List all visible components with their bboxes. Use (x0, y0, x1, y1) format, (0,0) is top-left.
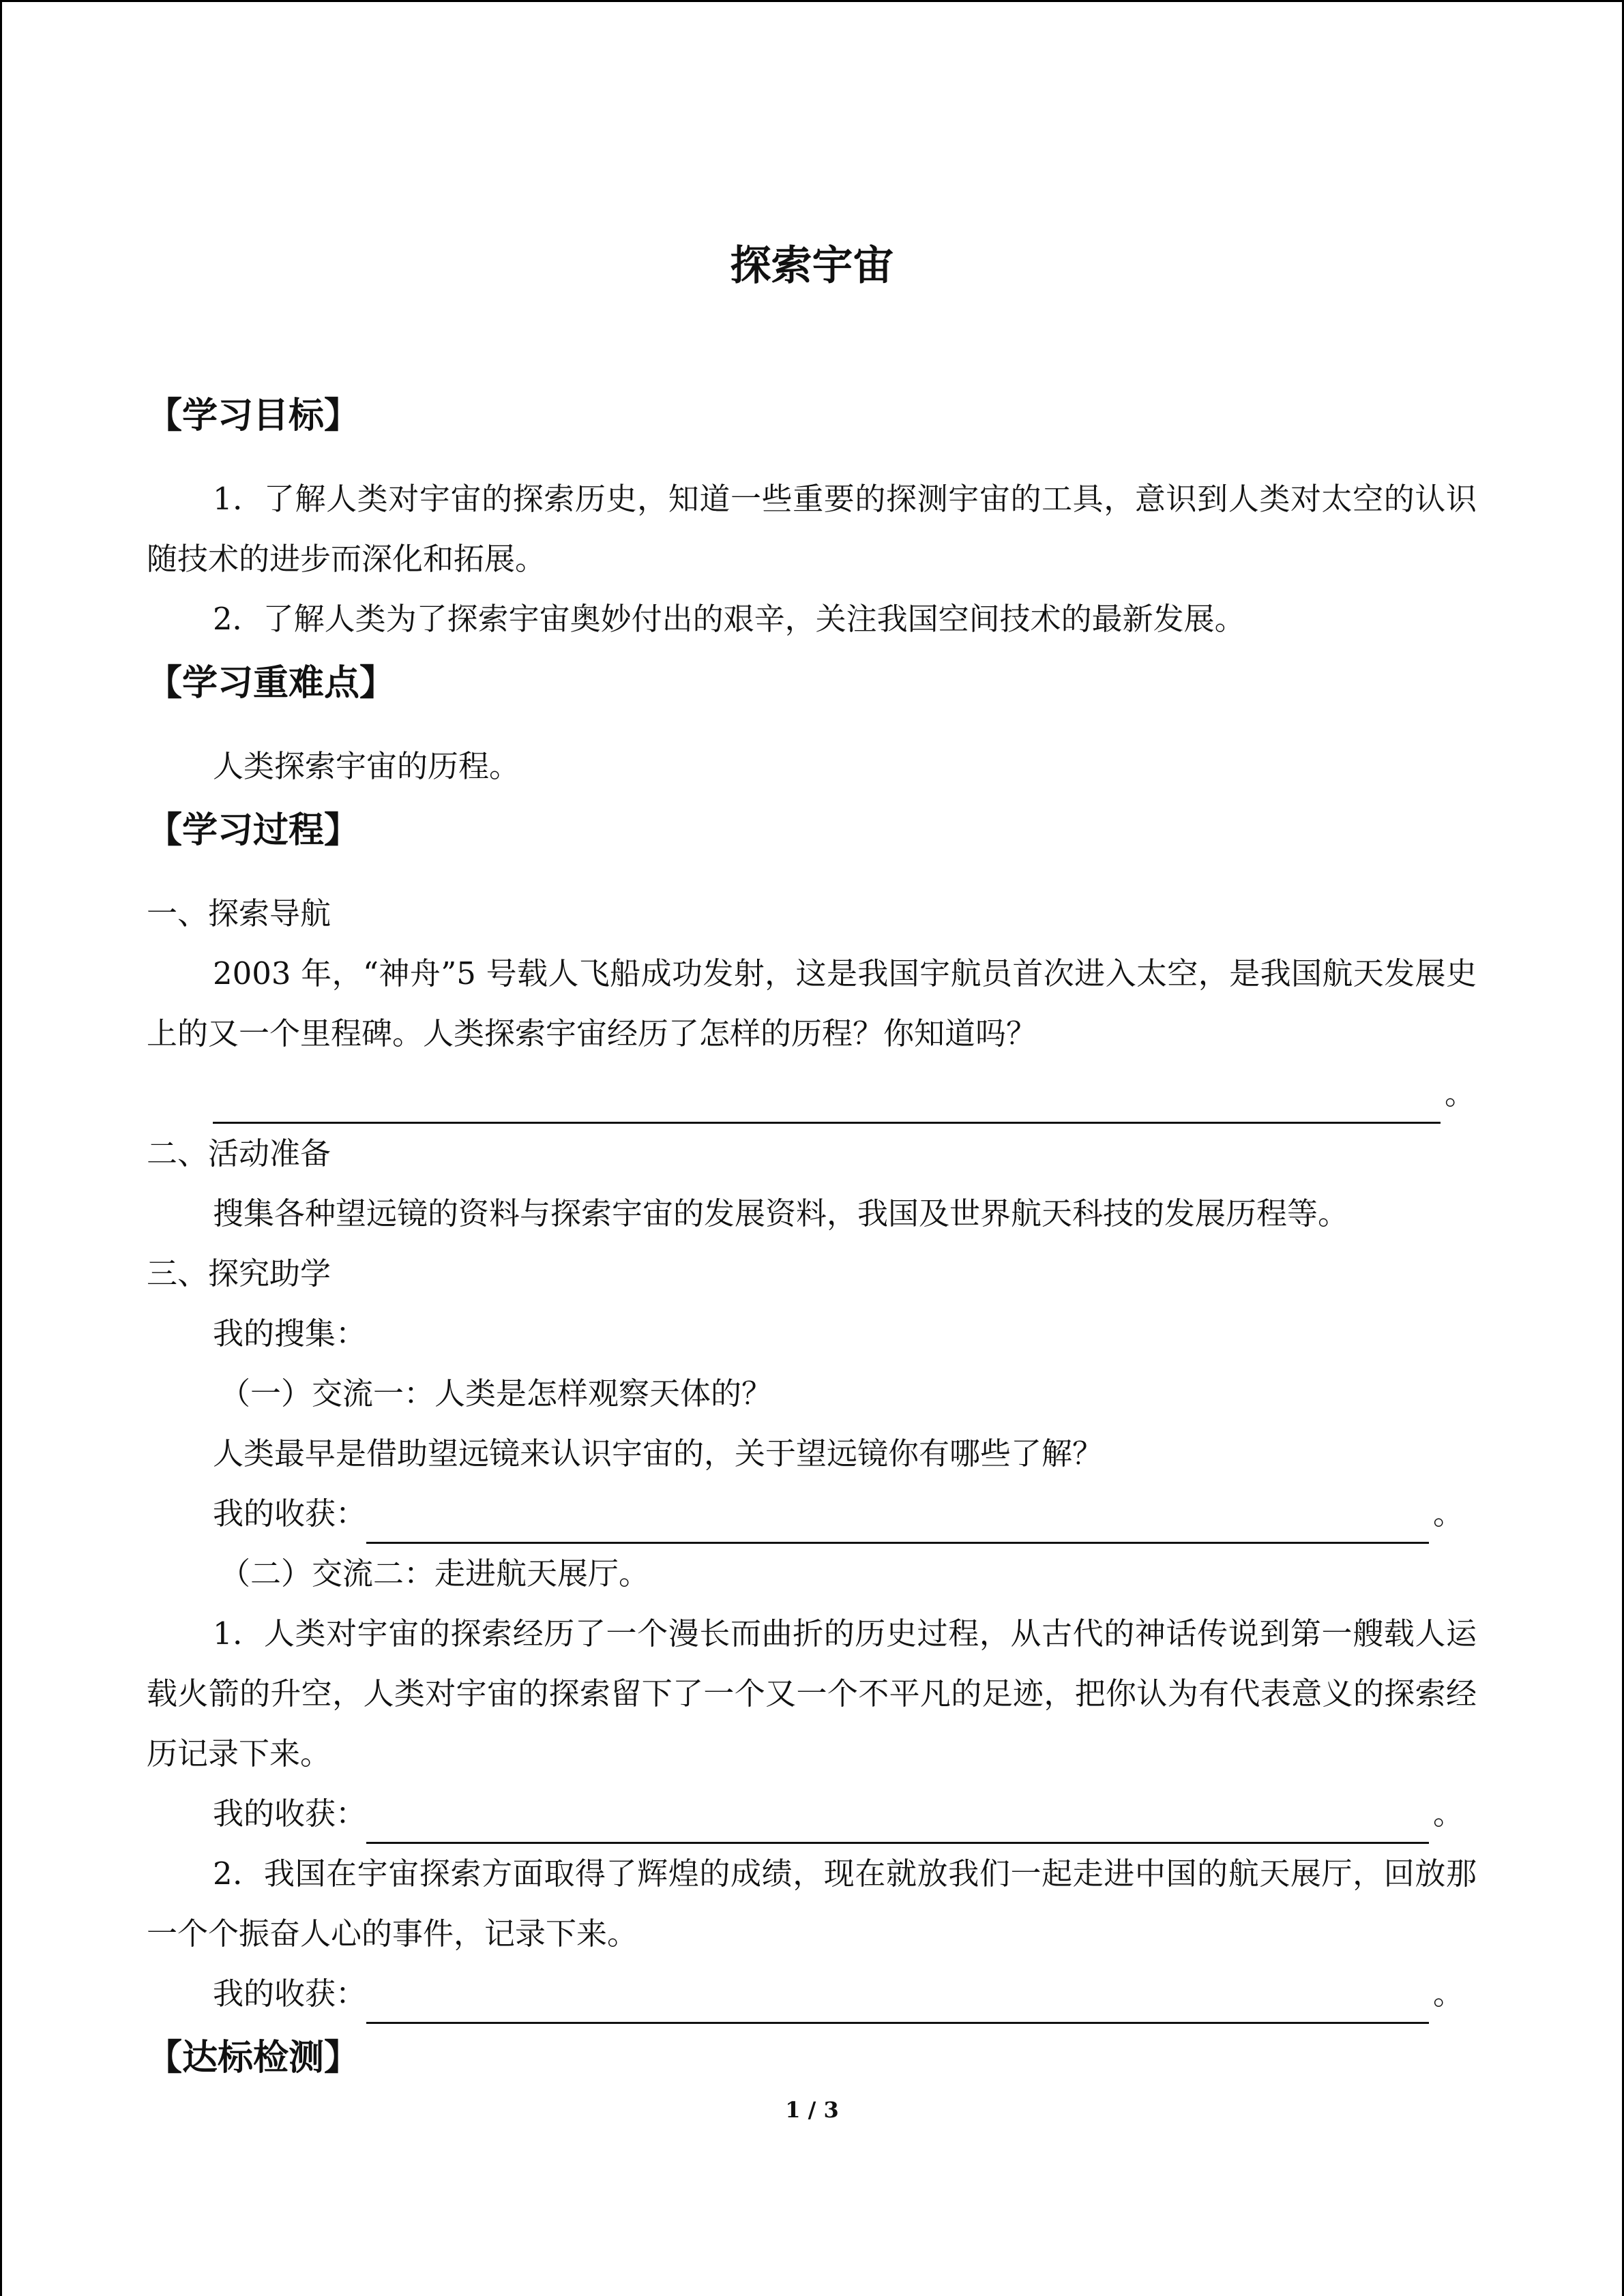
section-heading-assessment: 【达标检测】 (147, 2038, 360, 2078)
exchange2-item1-gain-line[interactable] (366, 1801, 1429, 1844)
exchange1-end-mark: 。 (1433, 1495, 1464, 1532)
gain-label: 我的收获： (213, 1495, 367, 1532)
exchange2-item-1: 1．人类对宇宙的探索经历了一个漫长而曲折的历史过程，从古代的神话传说到第一艘载人运载火箭的升空，人类对宇宙的探索留下了一个又一个不平凡的足迹，把你认为有代表意义的探索经历记录下来。 (147, 1615, 1477, 1772)
gain-label: 我的收获： (213, 1795, 367, 1832)
part3-title: 三、探究助学 (147, 1255, 331, 1292)
exchange2-item2-gain-row (147, 1964, 1477, 2024)
key-points-text: 人类探索宇宙的历程。 (213, 748, 520, 784)
exchange2-item-2: 2．我国在宇宙探索方面取得了辉煌的成绩，现在就放我们一起走进中国的航天展厅，回放那一个个振奋人心的事件，记录下来。 (147, 1855, 1477, 1952)
exchange2-item2-end-mark: 。 (1433, 1976, 1464, 2012)
exchange2-item2-gain-line[interactable] (366, 1981, 1429, 2024)
document-body (147, 382, 1477, 2092)
part1-answer-row (147, 1064, 1477, 1124)
part2-text: 搜集各种望远镜的资料与探索宇宙的发展资料，我国及世界航天科技的发展历程等。 (213, 1195, 1349, 1232)
my-collection-label: 我的搜集： (213, 1315, 367, 1352)
exchange2-title: （二）交流二：走进航天展厅。 (220, 1555, 650, 1592)
gain-label: 我的收获： (213, 1976, 367, 2012)
page-number: 1 / 3 (785, 2097, 839, 2123)
section-heading-process: 【学习过程】 (147, 810, 360, 851)
part1-answer-line[interactable] (213, 1081, 1441, 1124)
exchange1-gain-line[interactable] (366, 1501, 1429, 1544)
part1-title: 一、探索导航 (147, 895, 331, 931)
section-heading-key-points: 【学习重难点】 (147, 663, 396, 704)
goal-item-1: 1．了解人类对宇宙的探索历史，知道一些重要的探测宇宙的工具，意识到人类对太空的认识随技术的进步而深化和拓展。 (147, 481, 1477, 577)
part1-end-mark: 。 (1445, 1075, 1476, 1112)
exchange1-gain-row (147, 1484, 1477, 1544)
exchange2-item1-gain-row (147, 1784, 1477, 1844)
part2-title: 二、活动准备 (147, 1135, 331, 1172)
goal-item-2: 2．了解人类为了探索宇宙奥妙付出的艰辛，关注我国空间技术的最新发展。 (213, 601, 1245, 637)
part1-text: 2003 年，“神舟”5 号载人飞船成功发射，这是我国宇航员首次进入太空，是我国航天发展史上的又一个里程碑。人类探索宇宙经历了怎样的历程？你知道吗？ (147, 955, 1477, 1052)
exchange1-title: （一）交流一：人类是怎样观察天体的？ (220, 1375, 773, 1412)
exchange2-item1-end-mark: 。 (1433, 1795, 1464, 1832)
page-title: 探索宇宙 (730, 242, 894, 290)
section-heading-goals: 【学习目标】 (147, 396, 360, 436)
exchange1-text: 人类最早是借助望远镜来认识宇宙的，关于望远镜你有哪些了解？ (213, 1435, 1104, 1472)
